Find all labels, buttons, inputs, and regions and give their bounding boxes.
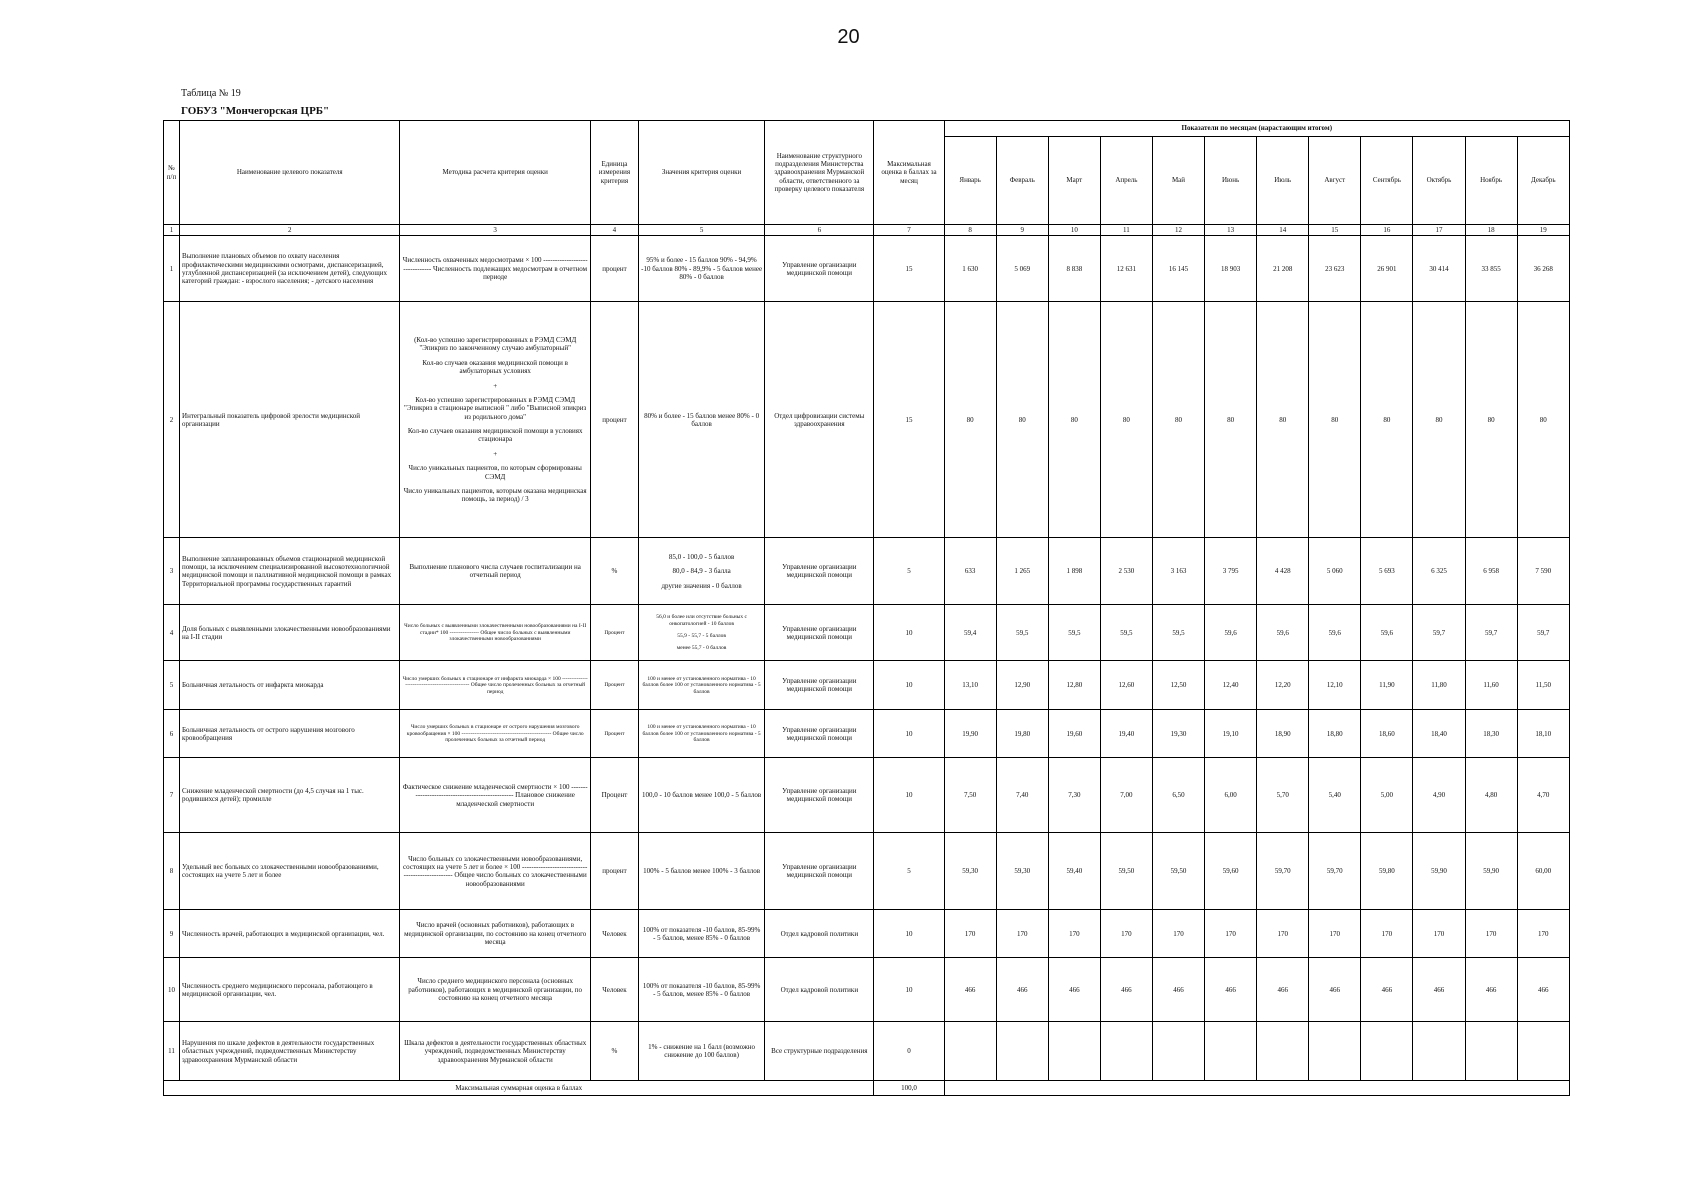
header-month: Август xyxy=(1309,137,1361,225)
month-value-cell: 466 xyxy=(1413,958,1465,1022)
month-value-cell: 170 xyxy=(1465,910,1517,958)
month-value-cell: 59,7 xyxy=(1517,605,1569,661)
month-value-cell: 11,80 xyxy=(1413,661,1465,710)
method-line: Число уникальных пациентов, которым оказана медицинская помощь, за период) / 3 xyxy=(403,487,587,504)
month-value-cell: 19,40 xyxy=(1100,710,1152,758)
month-value-cell: 466 xyxy=(1100,958,1152,1022)
criteria-cell: 100% - 5 баллов менее 100% - 3 баллов xyxy=(638,833,764,910)
month-value-cell: 11,50 xyxy=(1517,661,1569,710)
month-value-cell: 59,6 xyxy=(1361,605,1413,661)
indicator-name: Доля больных с выявленными злокачественными новообразованиями на I-II стадии xyxy=(180,605,400,661)
method-cell: Число умерших больных в стационаре от инфаркта миокарда × 100 ------------------------------------------------- Общее число пролеченных больных за отчетный период xyxy=(400,661,590,710)
month-value-cell: 4,80 xyxy=(1465,758,1517,833)
table-row xyxy=(164,1022,1570,1081)
month-value-cell: 7,50 xyxy=(944,758,996,833)
month-value-cell: 170 xyxy=(1361,910,1413,958)
month-value-cell: 170 xyxy=(1257,910,1309,958)
month-value-cell: 5 060 xyxy=(1309,538,1361,605)
header-unit: Единица измерения критерия xyxy=(590,121,638,225)
indicators-table xyxy=(163,120,1570,1096)
dept-cell: Управление организации медицинской помощи xyxy=(765,605,874,661)
dept-cell: Управление организации медицинской помощи xyxy=(765,661,874,710)
method-cell: Шкала дефектов в деятельности государственных областных учреждений, подведомственных Министерству здравоохранения Мурманской области xyxy=(400,1022,590,1081)
column-number: 1 xyxy=(164,225,180,236)
method-line: + xyxy=(493,449,498,458)
criteria-cell: 100% от показателя -10 баллов, 85-99% - 5 баллов, менее 85% - 0 баллов xyxy=(638,958,764,1022)
unit-cell: Процент xyxy=(590,605,638,661)
month-value-cell: 59,30 xyxy=(944,833,996,910)
month-value-cell: 12,60 xyxy=(1100,661,1152,710)
month-value-cell: 26 901 xyxy=(1361,236,1413,302)
month-value-cell: 2 530 xyxy=(1100,538,1152,605)
month-value-cell: 11,60 xyxy=(1465,661,1517,710)
row-number: 9 xyxy=(164,910,180,958)
month-value-cell: 18,80 xyxy=(1309,710,1361,758)
month-value-cell: 7,00 xyxy=(1100,758,1152,833)
month-value-cell: 21 208 xyxy=(1257,236,1309,302)
header-month: Декабрь xyxy=(1517,137,1569,225)
month-value-cell: 59,5 xyxy=(1100,605,1152,661)
criteria-line: 85,0 - 100,0 - 5 баллов xyxy=(668,552,735,561)
month-value-cell: 59,70 xyxy=(1257,833,1309,910)
row-number: 3 xyxy=(164,538,180,605)
row-number: 1 xyxy=(164,236,180,302)
month-value-cell: 59,6 xyxy=(1309,605,1361,661)
max-score-cell: 5 xyxy=(874,833,944,910)
method-line: Число уникальных пациентов, по которым сформированы СЭМД xyxy=(408,464,582,481)
month-value-cell: 7,40 xyxy=(996,758,1048,833)
month-value-cell: 12,10 xyxy=(1309,661,1361,710)
month-value-cell: 23 623 xyxy=(1309,236,1361,302)
criteria-cell xyxy=(638,605,764,661)
criteria-line: 80,0 - 84,9 - 3 балла xyxy=(672,567,731,576)
table-row xyxy=(164,833,1570,910)
dept-cell: Отдел кадровой политики xyxy=(765,910,874,958)
unit-cell: процент xyxy=(590,302,638,538)
month-value-cell xyxy=(1361,1022,1413,1081)
month-value-cell: 466 xyxy=(1309,958,1361,1022)
max-score-cell: 0 xyxy=(874,1022,944,1081)
method-cell xyxy=(400,302,590,538)
unit-cell: Человек xyxy=(590,910,638,958)
month-value-cell: 5,40 xyxy=(1309,758,1361,833)
unit-cell: процент xyxy=(590,833,638,910)
month-value-cell: 80 xyxy=(1517,302,1569,538)
month-value-cell: 59,80 xyxy=(1361,833,1413,910)
header-month: Апрель xyxy=(1100,137,1152,225)
header-num: № п/п xyxy=(164,121,180,225)
month-value-cell: 80 xyxy=(1257,302,1309,538)
max-score-cell: 10 xyxy=(874,710,944,758)
month-value-cell xyxy=(1517,1022,1569,1081)
unit-cell: Процент xyxy=(590,710,638,758)
column-number: 11 xyxy=(1100,225,1152,236)
max-score-cell: 5 xyxy=(874,538,944,605)
column-number: 2 xyxy=(180,225,400,236)
month-value-cell xyxy=(1309,1022,1361,1081)
month-value-cell: 12,80 xyxy=(1048,661,1100,710)
month-value-cell: 12,90 xyxy=(996,661,1048,710)
max-score-cell: 10 xyxy=(874,958,944,1022)
criteria-cell: 100 и менее от установленного норматива - 10 баллов более 100 от установленного норматива - 5 баллов xyxy=(638,661,764,710)
month-value-cell: 4,90 xyxy=(1413,758,1465,833)
table-row xyxy=(164,605,1570,661)
column-number: 15 xyxy=(1309,225,1361,236)
header-month: Октябрь xyxy=(1413,137,1465,225)
row-number: 7 xyxy=(164,758,180,833)
criteria-line: менее 55,7 - 0 баллов xyxy=(676,645,727,652)
month-value-cell: 13,10 xyxy=(944,661,996,710)
month-value-cell: 466 xyxy=(996,958,1048,1022)
month-value-cell: 18 903 xyxy=(1205,236,1257,302)
month-value-cell: 80 xyxy=(944,302,996,538)
criteria-line: 56,0 и более или отсутствие больных с онкопатологией - 10 баллов xyxy=(656,614,747,627)
month-value-cell: 80 xyxy=(1309,302,1361,538)
row-number: 5 xyxy=(164,661,180,710)
month-value-cell: 18,60 xyxy=(1361,710,1413,758)
max-score-cell: 15 xyxy=(874,302,944,538)
max-score-cell: 10 xyxy=(874,661,944,710)
indicator-name: Выполнение плановых объемов по охвату населения профилактическими медицинскими осмотрами, диспансеризацией, углубленной диспансеризацией (за исключением детей), следующих категорий граждан: - взрослого населения; - детского населения xyxy=(180,236,400,302)
header-dept: Наименование структурного подразделения Министерства здравоохранения Мурманской области, ответственного за проверку целевого показателя xyxy=(765,121,874,225)
total-value: 100,0 xyxy=(874,1081,944,1096)
dept-cell: Все структурные подразделения xyxy=(765,1022,874,1081)
month-value-cell: 466 xyxy=(1257,958,1309,1022)
month-value-cell xyxy=(1465,1022,1517,1081)
unit-cell: процент xyxy=(590,236,638,302)
unit-cell: Процент xyxy=(590,758,638,833)
month-value-cell: 59,5 xyxy=(996,605,1048,661)
month-value-cell: 170 xyxy=(944,910,996,958)
month-value-cell: 80 xyxy=(1413,302,1465,538)
month-value-cell: 80 xyxy=(996,302,1048,538)
dept-cell: Управление организации медицинской помощи xyxy=(765,236,874,302)
month-value-cell: 5 069 xyxy=(996,236,1048,302)
month-value-cell: 59,6 xyxy=(1205,605,1257,661)
criteria-cell: 100% от показателя -10 баллов, 85-99% - 5 баллов, менее 85% - 0 баллов xyxy=(638,910,764,958)
column-number: 18 xyxy=(1465,225,1517,236)
month-value-cell: 19,10 xyxy=(1205,710,1257,758)
page-number: 20 xyxy=(837,26,860,48)
month-value-cell: 4,70 xyxy=(1517,758,1569,833)
month-value-cell: 5,70 xyxy=(1257,758,1309,833)
month-value-cell: 466 xyxy=(1465,958,1517,1022)
column-number: 6 xyxy=(765,225,874,236)
month-value-cell: 170 xyxy=(1152,910,1204,958)
month-value-cell: 19,90 xyxy=(944,710,996,758)
month-value-cell: 466 xyxy=(1517,958,1569,1022)
table-row xyxy=(164,661,1570,710)
month-value-cell: 8 838 xyxy=(1048,236,1100,302)
month-value-cell: 80 xyxy=(1100,302,1152,538)
unit-cell: Процент xyxy=(590,661,638,710)
header-month: Сентябрь xyxy=(1361,137,1413,225)
month-value-cell xyxy=(1205,1022,1257,1081)
column-number: 13 xyxy=(1205,225,1257,236)
dept-cell: Управление организации медицинской помощи xyxy=(765,833,874,910)
header-month: Июнь xyxy=(1205,137,1257,225)
month-value-cell: 6,00 xyxy=(1205,758,1257,833)
table-row xyxy=(164,710,1570,758)
table-row xyxy=(164,302,1570,538)
month-value-cell: 59,40 xyxy=(1048,833,1100,910)
month-value-cell: 11,90 xyxy=(1361,661,1413,710)
month-value-cell: 19,30 xyxy=(1152,710,1204,758)
method-line: + xyxy=(493,381,498,390)
month-value-cell: 59,30 xyxy=(996,833,1048,910)
month-value-cell: 4 428 xyxy=(1257,538,1309,605)
month-value-cell: 59,60 xyxy=(1205,833,1257,910)
criteria-line: 55,9 - 55,7 - 5 баллов xyxy=(677,632,726,639)
month-value-cell: 6,50 xyxy=(1152,758,1204,833)
header-month: Июль xyxy=(1257,137,1309,225)
criteria-cell: 100 и менее от установленного норматива - 10 баллов более 100 от установленного норматива - 5 баллов xyxy=(638,710,764,758)
indicator-name: Удельный вес больных со злокачественными новообразованиями, состоящих на учете 5 лет и более xyxy=(180,833,400,910)
method-line: Кол-во случаев оказания медицинской помощи в условиях стационара xyxy=(407,427,583,444)
header-month: Март xyxy=(1048,137,1100,225)
month-value-cell xyxy=(996,1022,1048,1081)
month-value-cell: 6 325 xyxy=(1413,538,1465,605)
dept-cell: Управление организации медицинской помощи xyxy=(765,710,874,758)
indicator-name: Численность врачей, работающих в медицинской организации, чел. xyxy=(180,910,400,958)
month-value-cell: 80 xyxy=(1152,302,1204,538)
row-number: 10 xyxy=(164,958,180,1022)
month-value-cell: 170 xyxy=(1517,910,1569,958)
month-value-cell: 3 795 xyxy=(1205,538,1257,605)
criteria-line: другие значения - 0 баллов xyxy=(661,581,742,590)
month-value-cell: 59,90 xyxy=(1413,833,1465,910)
month-value-cell: 170 xyxy=(1309,910,1361,958)
indicator-name: Снижение младенческой смертности (до 4,5 случая на 1 тыс. родившихся детей); промилле xyxy=(180,758,400,833)
column-number: 4 xyxy=(590,225,638,236)
month-value-cell: 59,7 xyxy=(1465,605,1517,661)
row-number: 2 xyxy=(164,302,180,538)
month-value-cell: 170 xyxy=(1100,910,1152,958)
unit-cell: % xyxy=(590,1022,638,1081)
table-row xyxy=(164,538,1570,605)
table-label: Таблица № 19 xyxy=(181,88,241,99)
indicator-name: Больничная летальность от инфаркта миокарда xyxy=(180,661,400,710)
month-value-cell: 466 xyxy=(1048,958,1100,1022)
month-value-cell: 33 855 xyxy=(1465,236,1517,302)
method-cell: Число среднего медицинского персонала (основных работников), работающих в медицинской организации, по состоянию на конец отчетного месяца xyxy=(400,958,590,1022)
month-value-cell: 12,20 xyxy=(1257,661,1309,710)
header-max: Максимальная оценка в баллах за месяц xyxy=(874,121,944,225)
header-month: Май xyxy=(1152,137,1204,225)
month-value-cell: 5,00 xyxy=(1361,758,1413,833)
month-value-cell: 59,5 xyxy=(1048,605,1100,661)
indicator-name: Больничная летальность от острого нарушения мозгового кровообращения xyxy=(180,710,400,758)
method-cell: Выполнение планового числа случаев госпитализации на отчетный период xyxy=(400,538,590,605)
dept-cell: Отдел кадровой политики xyxy=(765,958,874,1022)
month-value-cell: 18,40 xyxy=(1413,710,1465,758)
month-value-cell: 59,4 xyxy=(944,605,996,661)
column-number: 14 xyxy=(1257,225,1309,236)
unit-cell: Человек xyxy=(590,958,638,1022)
column-number: 10 xyxy=(1048,225,1100,236)
month-value-cell xyxy=(1100,1022,1152,1081)
method-line: Кол-во случаев оказания медицинской помощи в амбулаторных условиях xyxy=(422,358,568,376)
month-value-cell: 59,70 xyxy=(1309,833,1361,910)
method-cell: Численность охваченных медосмотрами × 100 ------------------------------- Численность подлежащих медосмотрам в отчетном периоде xyxy=(400,236,590,302)
month-value-cell: 1 630 xyxy=(944,236,996,302)
month-value-cell xyxy=(1152,1022,1204,1081)
month-value-cell: 80 xyxy=(1048,302,1100,538)
month-value-cell: 1 265 xyxy=(996,538,1048,605)
method-cell: Число больных со злокачественными новообразованиями, состоящих на учете 5 лет и более × 100 ------------------------------------------------- Общее число больных со злокачественными новообразованиями xyxy=(400,833,590,910)
column-number: 16 xyxy=(1361,225,1413,236)
indicator-name: Интегральный показатель цифровой зрелости медицинской организации xyxy=(180,302,400,538)
table-row xyxy=(164,958,1570,1022)
month-value-cell: 633 xyxy=(944,538,996,605)
method-cell: Фактическое снижение младенческой смертности × 100 ------------------------------------------------- Плановое снижение младенческой смертности xyxy=(400,758,590,833)
indicator-name: Выполнение запланированных объемов стационарной медицинской помощи, за исключением специализированной высокотехнологичной медицинской помощи и паллиативной медицинской помощи в рамках Территориальной программы государственных гарантий xyxy=(180,538,400,605)
month-value-cell: 12,50 xyxy=(1152,661,1204,710)
column-number: 9 xyxy=(996,225,1048,236)
dept-cell: Управление организации медицинской помощи xyxy=(765,538,874,605)
month-value-cell: 60,00 xyxy=(1517,833,1569,910)
table-row xyxy=(164,236,1570,302)
organization-title: ГОБУЗ "Мончегорская ЦРБ" xyxy=(181,105,330,117)
month-value-cell: 12,40 xyxy=(1205,661,1257,710)
method-cell: Число умерших больных в стационаре от острого нарушения мозгового кровообращения × 100 ------------------------------------------------- Общее число пролеченных больных за отчетный период xyxy=(400,710,590,758)
month-value-cell: 59,5 xyxy=(1152,605,1204,661)
indicator-name: Численность среднего медицинского персонала, работающего в медицинской организации, чел. xyxy=(180,958,400,1022)
column-number: 12 xyxy=(1152,225,1204,236)
month-value-cell: 170 xyxy=(1205,910,1257,958)
column-number: 19 xyxy=(1517,225,1569,236)
method-line: Кол-во успешно зарегистрированных в РЭМД СЭМД "Эпикриз в стационаре выписной " либо "Выписной эпикриз из родильного дома" xyxy=(404,395,587,421)
month-value-cell xyxy=(1413,1022,1465,1081)
criteria-cell xyxy=(638,538,764,605)
row-number: 11 xyxy=(164,1022,180,1081)
max-score-cell: 10 xyxy=(874,605,944,661)
month-value-cell: 7 590 xyxy=(1517,538,1569,605)
method-cell: Число больных с выявленными злокачественными новообразованиями на I-II стадии* 100 ---------------- Общее число больных с выявленными злокачественными новообразованиями xyxy=(400,605,590,661)
month-value-cell: 170 xyxy=(996,910,1048,958)
month-value-cell: 80 xyxy=(1465,302,1517,538)
indicator-name: Нарушения по шкале дефектов в деятельности государственных областных учреждений, подведомственных Министерству здравоохранения Мурманской области xyxy=(180,1022,400,1081)
max-score-cell: 10 xyxy=(874,758,944,833)
table-row xyxy=(164,758,1570,833)
criteria-cell: 1% - снижение на 1 балл (возможно снижение до 100 баллов) xyxy=(638,1022,764,1081)
column-number: 17 xyxy=(1413,225,1465,236)
header-months-group: Показатели по месяцам (нарастающим итогом) xyxy=(944,121,1569,137)
month-value-cell: 18,30 xyxy=(1465,710,1517,758)
month-value-cell: 59,7 xyxy=(1413,605,1465,661)
month-value-cell xyxy=(1257,1022,1309,1081)
total-label: Максимальная суммарная оценка в баллах xyxy=(164,1081,874,1096)
header-name: Наименование целевого показателя xyxy=(180,121,400,225)
month-value-cell: 16 145 xyxy=(1152,236,1204,302)
month-value-cell: 30 414 xyxy=(1413,236,1465,302)
header-month: Январь xyxy=(944,137,996,225)
max-score-cell: 10 xyxy=(874,910,944,958)
method-line: (Кол-во успешно зарегистрированных в РЭМД СЭМД "Эпикриз по законченному случаю амбулаторный" xyxy=(414,335,577,353)
column-number: 8 xyxy=(944,225,996,236)
month-value-cell: 80 xyxy=(1361,302,1413,538)
month-value-cell xyxy=(1048,1022,1100,1081)
month-value-cell: 19,60 xyxy=(1048,710,1100,758)
month-value-cell: 6 958 xyxy=(1465,538,1517,605)
month-value-cell: 1 898 xyxy=(1048,538,1100,605)
column-number: 5 xyxy=(638,225,764,236)
month-value-cell xyxy=(944,1022,996,1081)
month-value-cell: 3 163 xyxy=(1152,538,1204,605)
month-value-cell: 80 xyxy=(1205,302,1257,538)
header-method: Методика расчета критерия оценки xyxy=(400,121,590,225)
unit-cell: % xyxy=(590,538,638,605)
month-value-cell: 466 xyxy=(1152,958,1204,1022)
month-value-cell: 19,80 xyxy=(996,710,1048,758)
month-value-cell: 7,30 xyxy=(1048,758,1100,833)
dept-cell: Отдел цифровизации системы здравоохранения xyxy=(765,302,874,538)
month-value-cell: 466 xyxy=(1361,958,1413,1022)
month-value-cell: 36 268 xyxy=(1517,236,1569,302)
column-number: 7 xyxy=(874,225,944,236)
month-value-cell: 59,6 xyxy=(1257,605,1309,661)
month-value-cell: 170 xyxy=(1413,910,1465,958)
header-month: Февраль xyxy=(996,137,1048,225)
dept-cell: Управление организации медицинской помощи xyxy=(765,758,874,833)
month-value-cell: 59,90 xyxy=(1465,833,1517,910)
month-value-cell: 466 xyxy=(944,958,996,1022)
header-criteria: Значения критерия оценки xyxy=(638,121,764,225)
month-value-cell: 12 631 xyxy=(1100,236,1152,302)
method-cell: Число врачей (основных работников), работающих в медицинской организации, по состоянию на конец отчетного месяца xyxy=(400,910,590,958)
row-number: 4 xyxy=(164,605,180,661)
row-number: 8 xyxy=(164,833,180,910)
table-row xyxy=(164,910,1570,958)
row-number: 6 xyxy=(164,710,180,758)
month-value-cell: 18,90 xyxy=(1257,710,1309,758)
month-value-cell: 59,50 xyxy=(1152,833,1204,910)
month-value-cell: 466 xyxy=(1205,958,1257,1022)
month-value-cell: 18,10 xyxy=(1517,710,1569,758)
max-score-cell: 15 xyxy=(874,236,944,302)
month-value-cell: 5 693 xyxy=(1361,538,1413,605)
criteria-cell: 100,0 - 10 баллов менее 100,0 - 5 баллов xyxy=(638,758,764,833)
month-value-cell: 59,50 xyxy=(1100,833,1152,910)
month-value-cell: 170 xyxy=(1048,910,1100,958)
criteria-cell: 80% и более - 15 баллов менее 80% - 0 баллов xyxy=(638,302,764,538)
header-month: Ноябрь xyxy=(1465,137,1517,225)
criteria-cell: 95% и более - 15 баллов 90% - 94,9% -10 баллов 80% - 89,9% - 5 баллов менее 80% - 0 баллов xyxy=(638,236,764,302)
column-number: 3 xyxy=(400,225,590,236)
